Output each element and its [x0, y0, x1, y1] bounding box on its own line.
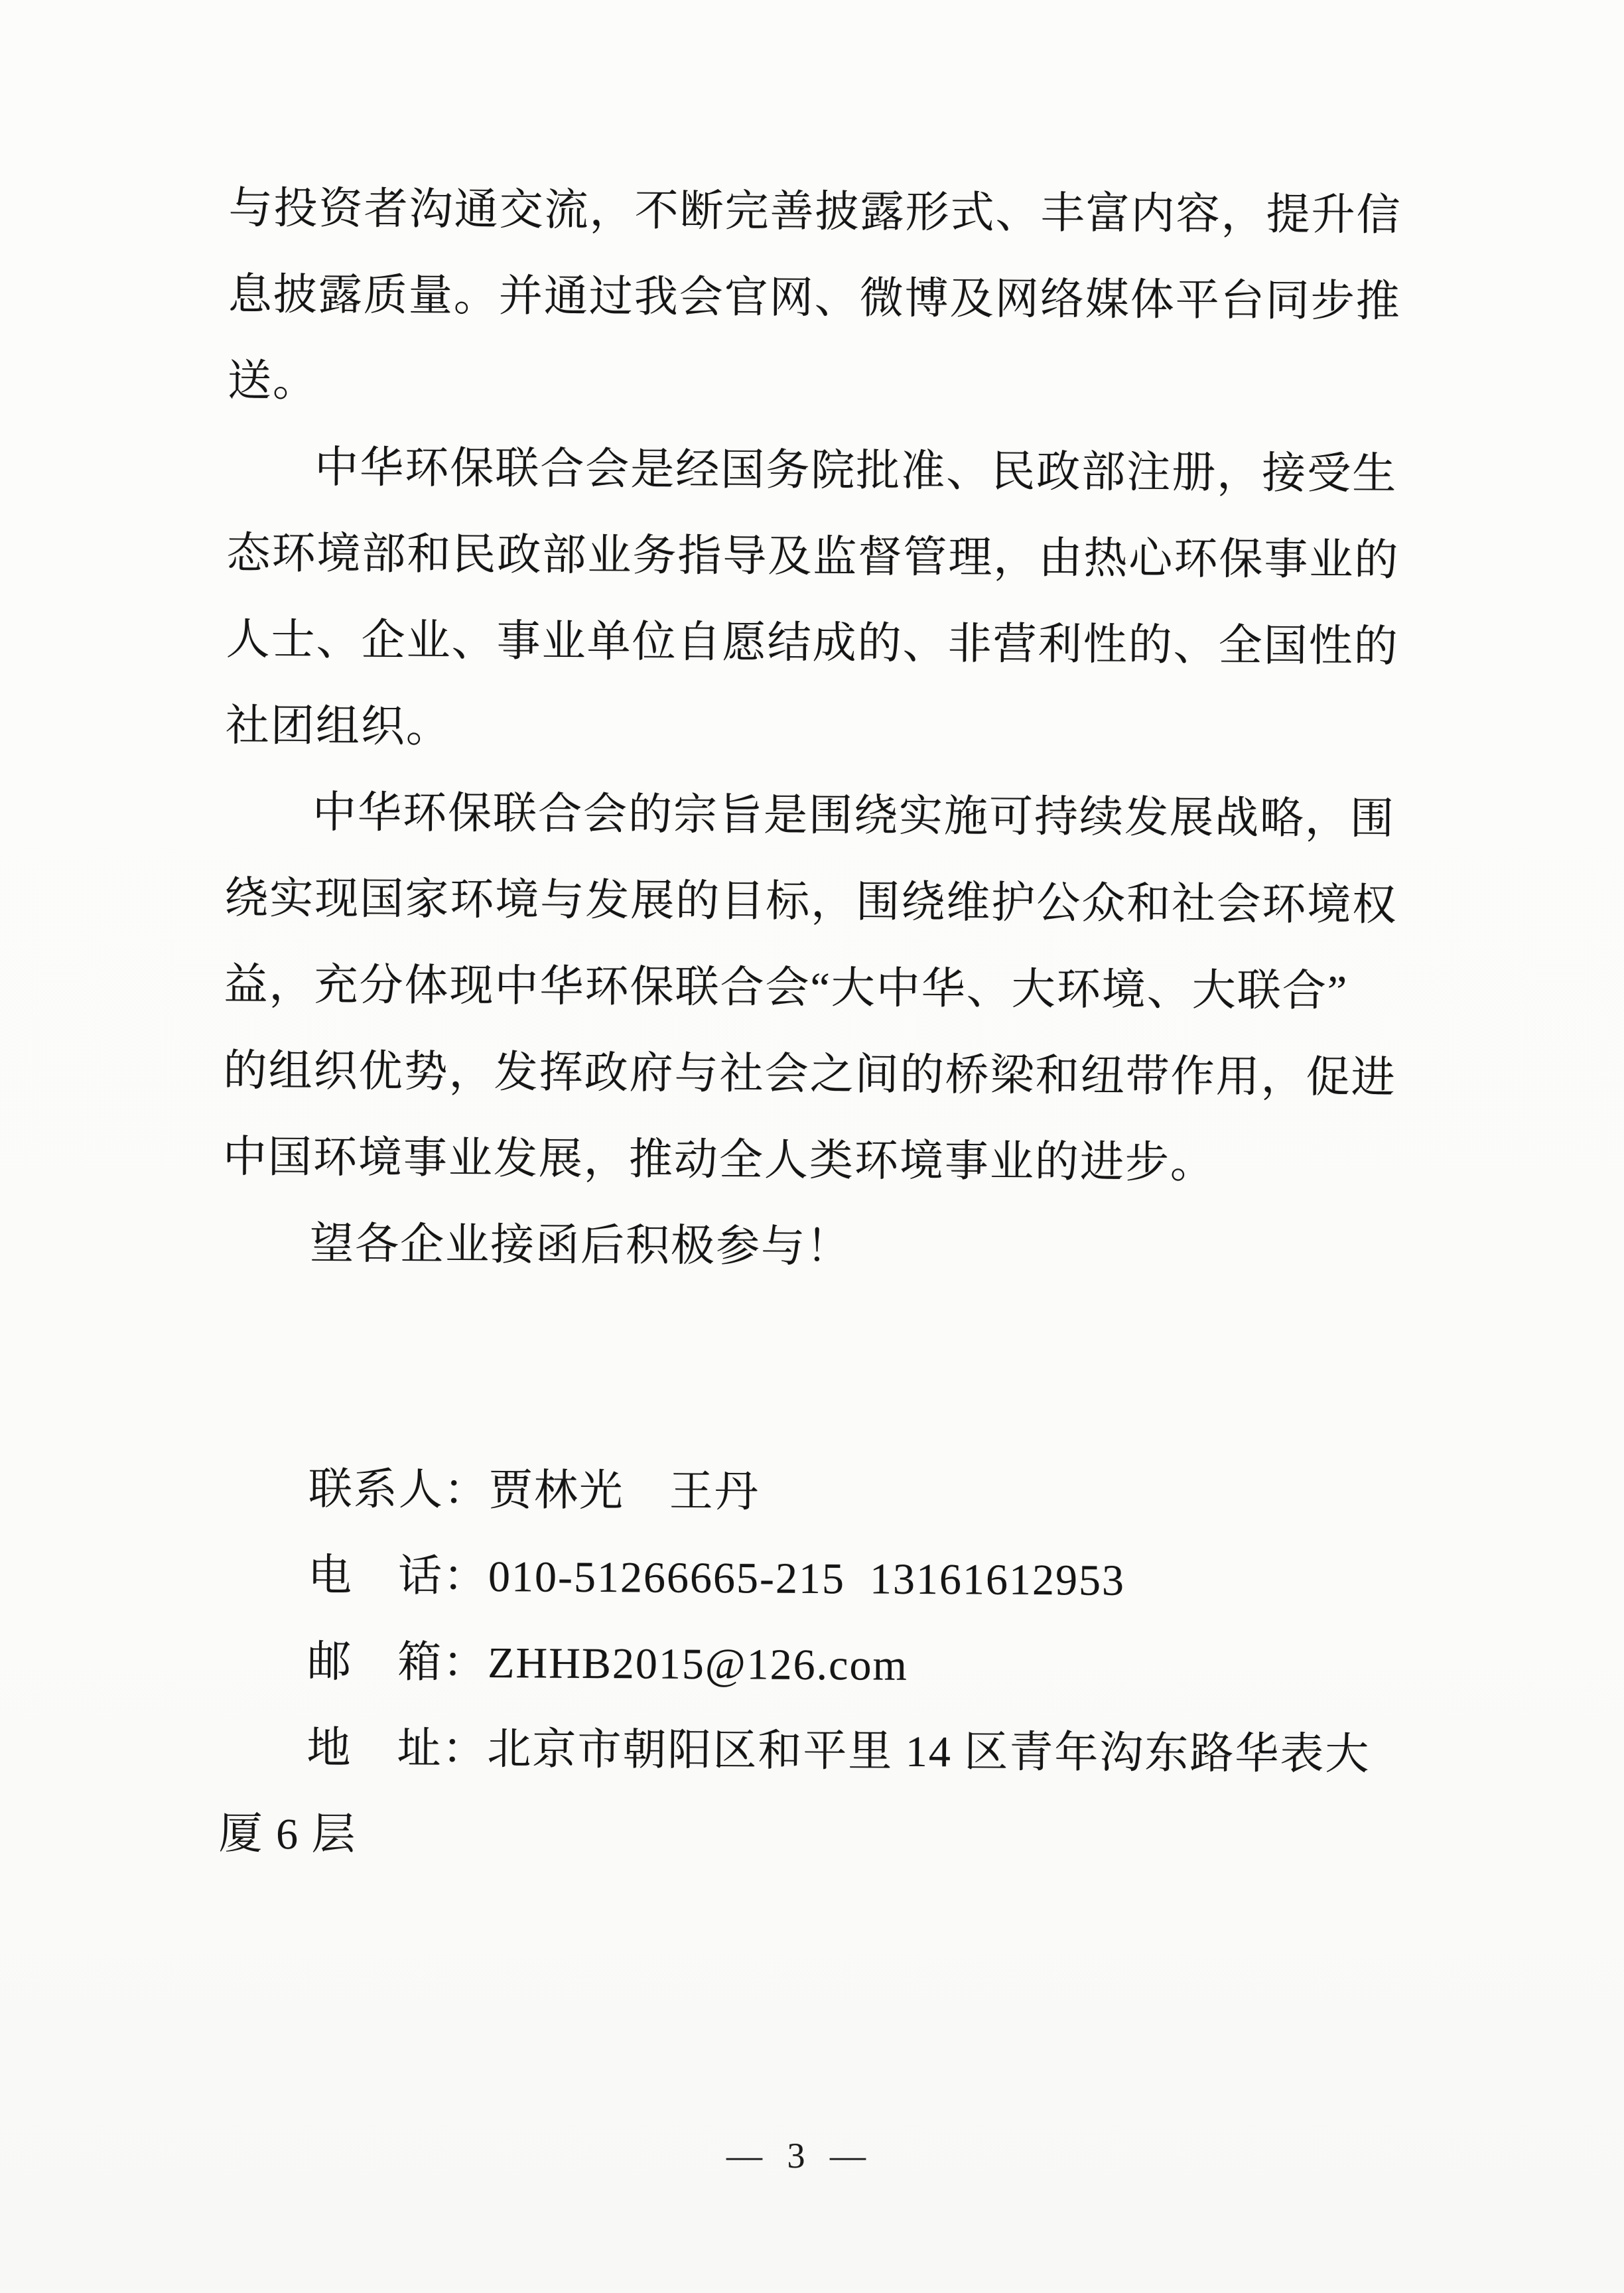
contact-row-person	[220, 1446, 1396, 1540]
contact-address-value: 北京市朝阳区和平里 14 区青年沟东路华表大	[487, 1725, 1371, 1779]
page-number: — 3 —	[726, 2136, 868, 2176]
body-line: 益，充分体现中华环保联合会“大中华、大环境、大联合”	[224, 960, 1349, 1016]
body-line: 人士、企业、事业单位自愿结成的、非营利性的、全国性的	[226, 615, 1399, 671]
body-line: 中国环境事业发展，推动全人类环境事业的进步。	[222, 1133, 1216, 1188]
contact-person-label: 联系人：	[308, 1465, 490, 1515]
body-line: 社团组织。	[225, 701, 452, 752]
page-footer	[0, 2135, 1595, 2176]
letter-content	[218, 166, 1404, 1885]
contact-row-address	[219, 1705, 1395, 1799]
contact-row-email	[220, 1619, 1396, 1712]
body-line: 息披露质量。并通过我会官网、微博及网络媒体平台同步推	[228, 270, 1402, 326]
body-line-paragraph-start: 中华环保联合会是经国务院批准、民政部注册，接受生	[314, 443, 1398, 499]
body-line: 与投资者沟通交流，不断完善披露形式、丰富内容，提升信	[228, 184, 1402, 240]
body-line: 态环境部和民政部业务指导及监督管理，由热心环保事业的	[226, 529, 1400, 585]
body-line-paragraph-start: 中华环保联合会的宗旨是围绕实施可持续发展战略，围	[312, 788, 1396, 844]
contact-address-label: 地 址：	[306, 1724, 488, 1774]
letter-body	[222, 166, 1404, 1294]
contact-phone-label: 电 话：	[307, 1551, 489, 1602]
contact-row-phone	[220, 1533, 1396, 1626]
body-line: 绕实现国家环境与发展的目标，围绕维护公众和社会环境权	[224, 874, 1398, 930]
contact-person-value: 贾林光 王丹	[488, 1466, 760, 1517]
contact-email-label: 邮 箱：	[307, 1637, 488, 1688]
body-line: 的组织优势，发挥政府与社会之间的桥梁和纽带作用，促进	[223, 1046, 1396, 1103]
closing-line: 望各企业接函后积极参与！	[309, 1219, 852, 1272]
contact-email-value: ZHHB2015@126.com	[488, 1639, 909, 1690]
contact-address-overflow-line: 厦 6 层	[218, 1809, 357, 1859]
contact-phone-value: 010-51266665-215 13161612953	[488, 1553, 1126, 1605]
body-line: 送。	[227, 356, 318, 406]
contact-block	[218, 1446, 1396, 1885]
